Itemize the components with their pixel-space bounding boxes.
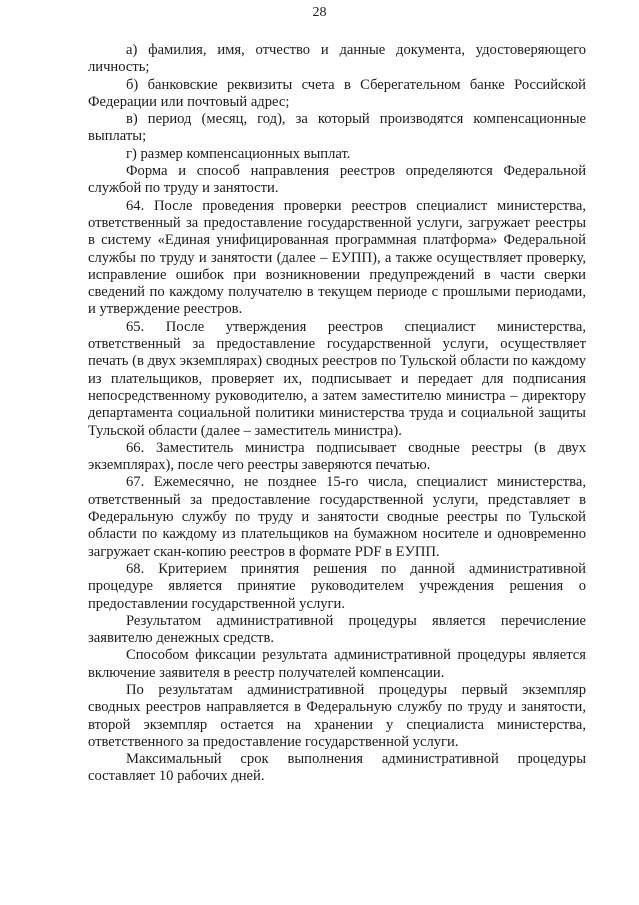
paragraph-fixation: Способом фиксации результата административной процедуры является включение заявителя в реестр получателей компенсации. — [88, 647, 586, 681]
document-body — [88, 42, 586, 786]
paragraph-deadline: Максимальный срок выполнения административной процедуры составляет 10 рабочих дней. — [88, 751, 586, 785]
paragraph-item-v: в) период (месяц, год), за который производятся компенсационные выплаты; — [88, 111, 586, 145]
paragraph-section-67: 67. Ежемесячно, не позднее 15-го числа, специалист министерства, ответственный за предоставление государственной услуги, представляет в Федеральную службу по труду и занятости сводные реестры по Тульской области по каждому из плательщиков на бумажном носителе и одновременно загружает скан-копию реестров в формате PDF в ЕУПП. — [88, 474, 586, 560]
paragraph-item-a: а) фамилия, имя, отчество и данные документа, удостоверяющего личность; — [88, 42, 586, 76]
paragraph-section-66: 66. Заместитель министра подписывает сводные реестры (в двух экземплярах), после чего реестры заверяются печатью. — [88, 439, 586, 474]
paragraph-section-65: 65. После утверждения реестров специалист министерства, ответственный за предоставление государственной услуги, осуществляет печать (в двух экземплярах) сводных реестров по Тульской области по каждому из плательщиков, проверяет их, подписывает и передает для подписания непосредственному руководителю, а затем заместителю министра – директору департамента социальной политики министерства труда и социальной защиты Тульской области (далее – заместитель министра). — [88, 318, 586, 439]
paragraph-section-64: 64. После проведения проверки реестров специалист министерства, ответственный за предоставление государственной услуги, загружает реестры в систему «Единая унифицированная программная платформа» Федеральной службы по труду и занятости (далее – ЕУПП), а также осуществляет проверку, исправление ошибок при возникновении предупреждений в части сверки сведений по каждому получателю в текущем периоде с прошлыми периодами, и утверждение реестров. — [88, 197, 586, 318]
paragraph-section-68: 68. Критерием принятия решения по данной административной процедуре является принятие руководителем учреждения решения о предоставлении государственной услуги. — [88, 560, 586, 612]
paragraph-item-g: г) размер компенсационных выплат. — [126, 145, 351, 162]
paragraph-copies: По результатам административной процедуры первый экземпляр сводных реестров направляется в Федеральную службу по труду и занятости, второй экземпляр остается на хранении у специалиста министерства, ответственного за предоставление государственной услуги. — [88, 681, 586, 750]
paragraph-result: Результатом административной процедуры является перечисление заявителю денежных средств. — [88, 612, 586, 647]
page-number: 28 — [312, 5, 327, 20]
paragraph-item-b: б) банковские реквизиты счета в Сберегательном банке Российской Федерации или почтовый адрес; — [88, 76, 586, 110]
paragraph-registry-form: Форма и способ направления реестров определяются Федеральной службой по труду и занятости. — [88, 163, 586, 197]
